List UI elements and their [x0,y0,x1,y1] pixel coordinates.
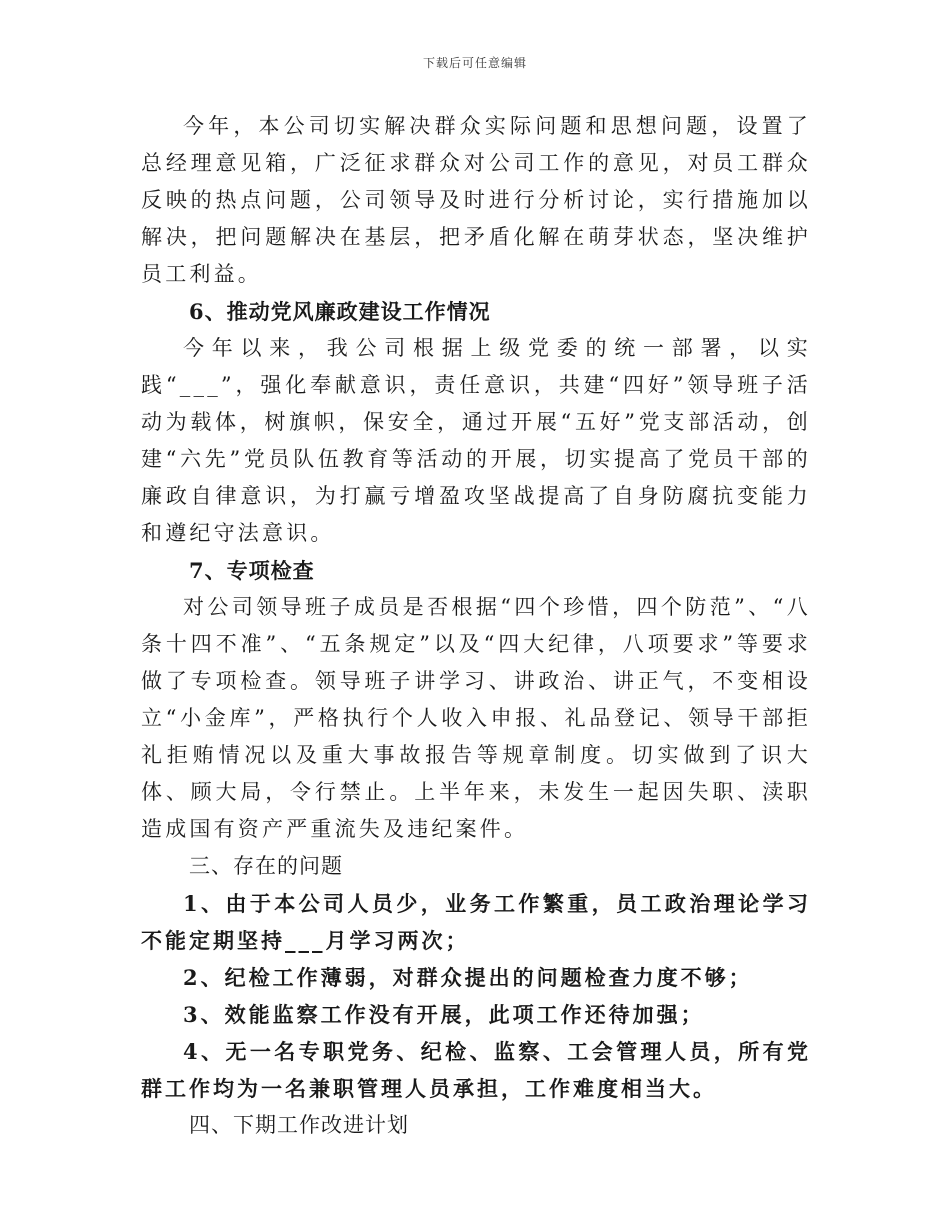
problem-item-3: 3、效能监察工作没有开展，此项工作还待加强； [183,1002,705,1027]
paragraph-party-conduct: 今年以来，我公司根据上级党委的统一部署，以实践“___”，强化奉献意识，责任意识，共建“四好”领导班子活动为载体，树旗帜，保安全，通过开展“五好”党支部活动，创建“六先”党员队伍教育等活动的开展，切实提高了党员干部的廉政自律意识，为打赢亏增盈攻坚战提高了自身防腐抗变能力和遵纪守法意识。 [141,336,811,545]
section-heading-improvement-plan: 四、下期工作改进计划 [189,1113,409,1137]
problem-item-4: 4、无一名专职党务、纪检、监察、工会管理人员，所有党群工作均为一名兼职管理人员承担，工作难度相当大。 [141,1039,811,1101]
section-heading-7: 7、专项检查 [189,558,315,583]
problem-item-2: 2、纪检工作薄弱，对群众提出的问题检查力度不够； [183,965,753,990]
section-heading-problems: 三、存在的问题 [189,854,343,878]
paragraph-special-inspection: 对公司领导班子成员是否根据“四个珍惜，四个防范”、“八条十四不准”、“五条规定”以及“四大纪律，八项要求”等要求做了专项检查。领导班子讲学习、讲政治、讲正气，不变相设立“小金库”，严格执行个人收入申报、礼品登记、领导干部拒礼拒贿情况以及重大事故报告等规章制度。切实做到了识大体、顾大局，令行禁止。上半年来，未发生一起因失职、渎职造成国有资产严重流失及违纪案件。 [141,595,811,841]
document-body [141,108,811,1144]
paragraph-opinion-box: 今年，本公司切实解决群众实际问题和思想问题，设置了总经理意见箱，广泛征求群众对公司工作的意见，对员工群众反映的热点问题，公司领导及时进行分析讨论，实行措施加以解决，把问题解决在基层，把矛盾化解在萌芽状态，坚决维护员工利益。 [141,114,811,286]
section-heading-6: 6、推动党风廉政建设工作情况 [189,299,491,324]
header-note: 下载后可任意编辑 [422,56,527,70]
problem-item-1: 1、由于本公司人员少，业务工作繁重，员工政治理论学习不能定期坚持___月学习两次； [141,891,811,953]
